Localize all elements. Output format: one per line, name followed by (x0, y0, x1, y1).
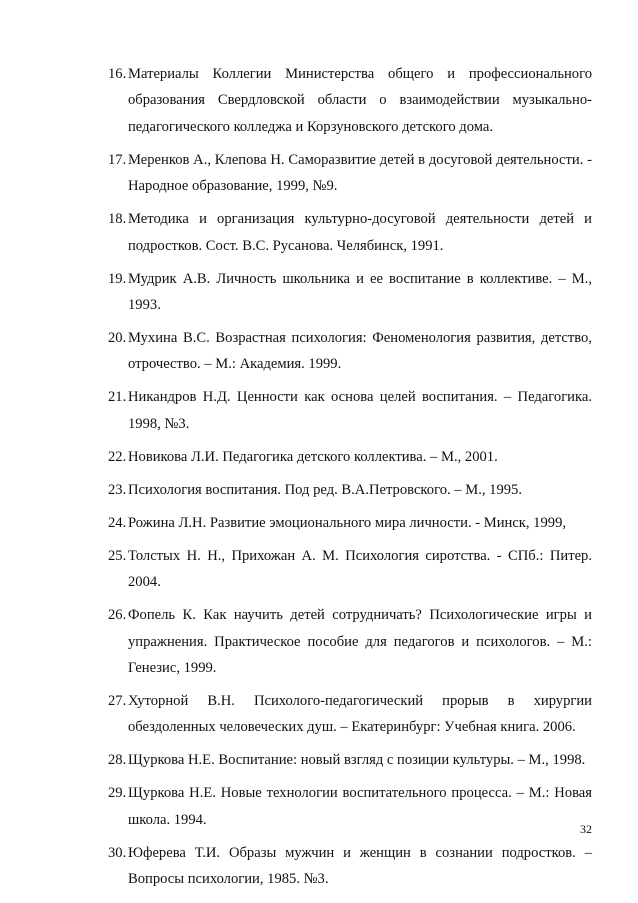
reference-item (108, 747, 592, 773)
reference-number: 25. (108, 547, 127, 564)
reference-item (108, 444, 592, 470)
reference-item (108, 61, 592, 140)
reference-text: Меренков А., Клепова Н. Саморазвитие детей в досуговой деятельности. - Народное образование, 1999, №9. (128, 151, 592, 195)
reference-text: Щуркова Н.Е. Воспитание: новый взгляд с позиции культуры. – М., 1998. (128, 752, 586, 769)
reference-item (108, 325, 592, 378)
reference-number: 28. (108, 752, 127, 769)
reference-text: Мудрик А.В. Личность школьника и ее воспитание в коллективе. – М., 1993. (128, 270, 592, 314)
reference-item (108, 206, 592, 259)
reference-text: Толстых Н. Н., Прихожан А. М. Психология сиротства. - СПб.: Питер. 2004. (128, 547, 592, 591)
reference-number: 30. (108, 844, 127, 861)
reference-number: 19. (108, 270, 127, 287)
reference-item (108, 147, 592, 200)
reference-item (108, 477, 592, 503)
reference-text: Мухина В.С. Возрастная психология: Феноменология развития, детство, отрочество. – М.: Академия. 1999. (128, 330, 592, 373)
reference-number: 18. (108, 211, 127, 228)
reference-item (108, 840, 592, 893)
reference-item (108, 602, 592, 681)
reference-text: Методика и организация культурно-досуговой деятельности детей и подростков. Сост. В.С. Русанова. Челябинск, 1991. (128, 211, 592, 254)
reference-text: Рожина Л.Н. Развитие эмоционального мира личности. - Минск, 1999, (128, 514, 567, 531)
reference-item (108, 543, 592, 596)
reference-number: 27. (108, 693, 127, 710)
reference-text: Никандров Н.Д. Ценности как основа целей воспитания. – Педагогика. 1998, №3. (128, 389, 592, 432)
reference-number: 24. (108, 514, 127, 531)
reference-number: 23. (108, 481, 127, 498)
reference-list (108, 61, 592, 899)
reference-item (108, 510, 592, 536)
reference-number: 20. (108, 330, 127, 347)
reference-item (108, 266, 592, 319)
page-number: 32 (580, 822, 592, 836)
reference-item (108, 688, 592, 741)
reference-number: 21. (108, 389, 127, 406)
reference-number: 29. (108, 785, 127, 802)
reference-item (108, 780, 592, 833)
reference-text: Психология воспитания. Под ред. В.А.Петровского. – М., 1995. (128, 481, 522, 498)
reference-number: 17. (108, 151, 127, 168)
reference-text: Новикова Л.И. Педагогика детского коллектива. – М., 2001. (128, 448, 498, 465)
reference-text: Хуторной В.Н. Психолого-педагогический прорыв в хирургии обездоленных человеческих душ. – Екатеринбург: Учебная книга. 2006. (128, 693, 592, 736)
reference-text: Фопель К. Как научить детей сотрудничать? Психологические игры и упражнения. Практическое пособие для педагогов и психологов. – М.: Генезис, 1999. (128, 607, 592, 677)
reference-text: Материалы Коллегии Министерства общего и профессионального образования Свердловской области о взаимодействии музыкально-педагогического колледжа и Корзуновского детского дома. (128, 66, 592, 135)
reference-number: 22. (108, 448, 127, 465)
reference-text: Юферева Т.И. Образы мужчин и женщин в сознании подростков. – Вопросы психологии, 1985. №3. (128, 844, 592, 888)
reference-number: 16. (108, 66, 127, 82)
reference-item (108, 384, 592, 437)
reference-text: Щуркова Н.Е. Новые технологии воспитательного процесса. – М.: Новая школа. 1994. (128, 785, 592, 828)
reference-number: 26. (108, 607, 127, 624)
